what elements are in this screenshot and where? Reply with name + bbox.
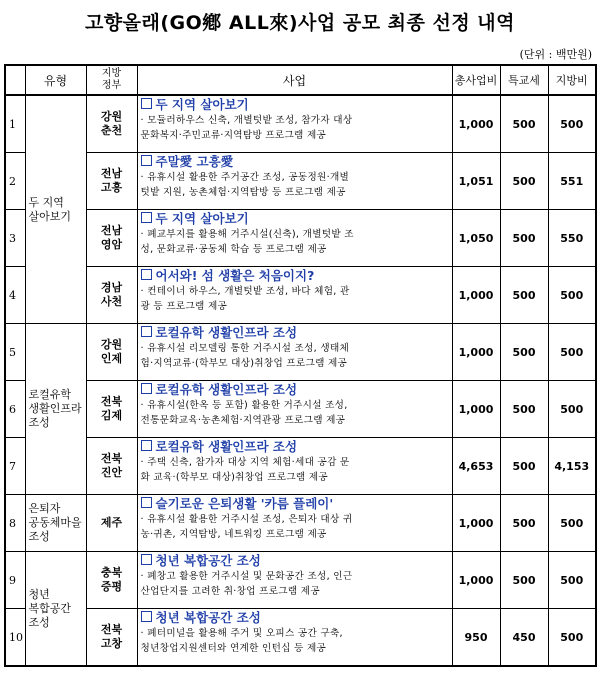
- project-title: 두 지역 살아보기: [141, 211, 450, 227]
- project-title: 어서와! 섬 생활은 처음이지?: [141, 268, 450, 284]
- project-description: · 폐터미널을 활용해 주거 및 오피스 공간 구축, 청년창업지원센터와 연계한 인턴십 등 제공: [140, 628, 343, 654]
- checkbox-square-icon: [141, 440, 152, 451]
- unit-label: (단위 : 백만원): [519, 48, 592, 61]
- group-label: 두 지역 살아보기: [25, 95, 86, 324]
- checkbox-square-icon: [141, 326, 152, 337]
- header-region: 지방 정부: [86, 65, 137, 95]
- table-row: [5, 95, 596, 153]
- project-description: · 모듈러하우스 신축, 개별텃밭 조성, 참가자 대상 문화복지·주민교류·지역탐방 프로그램 제공: [140, 115, 353, 141]
- region-cell: 전남 고흥: [86, 153, 137, 210]
- checkbox-square-icon: [141, 155, 152, 166]
- region-cell: 전남 영암: [86, 210, 137, 267]
- table-row: [5, 153, 596, 210]
- special-grant: 500: [500, 153, 548, 210]
- total-cost: 4,653: [452, 438, 500, 495]
- table-row: [5, 609, 596, 667]
- total-cost: 1,000: [452, 95, 500, 153]
- project-description: · 컨테이너 하우스, 개별텃밭 조성, 바다 체험, 관 광 등 프로그램 제공: [140, 286, 350, 312]
- total-cost: 1,000: [452, 495, 500, 552]
- project-title: 슬기로운 은퇴생활 '카름 플레이': [141, 496, 450, 512]
- row-number: 7: [5, 438, 25, 495]
- row-number: 8: [5, 495, 25, 552]
- region-cell: 강원 춘천: [86, 95, 137, 153]
- local-cost: 500: [548, 609, 596, 667]
- table-row: [5, 381, 596, 438]
- header-total: 총사업비: [452, 65, 500, 95]
- header-special: 특교세: [500, 65, 548, 95]
- project-description: · 유휴시설 활용한 거주시설 조성, 은퇴자 대상 귀 농·귀촌, 지역탐방, 네트워킹 프로그램 제공: [140, 514, 353, 540]
- group-label: 은퇴자 공동체마을 조성: [25, 495, 86, 552]
- region-cell: 제주: [86, 495, 137, 552]
- project-description: · 유휴시설 리모델링 통한 거주시설 조성, 생태체 험·지역교류·(학부모 대상)취창업 프로그램 제공: [140, 343, 350, 369]
- project-description: · 유휴시설(한옥 등 포함) 활용한 거주시설 조성, 전통문화교육·농촌체험·지역관광 프로그램 제공: [140, 400, 348, 426]
- local-cost: 550: [548, 210, 596, 267]
- project-cell: [137, 324, 452, 381]
- checkbox-square-icon: [141, 554, 152, 565]
- total-cost: 1,050: [452, 210, 500, 267]
- project-cell: [137, 153, 452, 210]
- project-cell: [137, 609, 452, 667]
- page-title: 고향올래(GO鄕 ALL來)사업 공모 최종 선정 내역: [84, 12, 516, 34]
- project-title: 두 지역 살아보기: [141, 97, 450, 113]
- region-cell: 경남 사천: [86, 267, 137, 324]
- region-cell: 강원 인제: [86, 324, 137, 381]
- project-description: · 주택 신축, 참가자 대상 지역 체험·세대 공감 문 화 교육·(학부모 대상)취창업 프로그램 제공: [140, 457, 350, 483]
- local-cost: 500: [548, 381, 596, 438]
- special-grant: 500: [500, 267, 548, 324]
- row-number: 4: [5, 267, 25, 324]
- checkbox-square-icon: [141, 383, 152, 394]
- row-number: 5: [5, 324, 25, 381]
- total-cost: 1,000: [452, 267, 500, 324]
- header-no: [5, 65, 25, 95]
- checkbox-square-icon: [141, 497, 152, 508]
- special-grant: 500: [500, 324, 548, 381]
- project-cell: [137, 495, 452, 552]
- table-row: [5, 267, 596, 324]
- project-title: 청년 복합공간 조성: [141, 553, 450, 569]
- local-cost: 500: [548, 324, 596, 381]
- table-row: [5, 438, 596, 495]
- selection-table: [4, 64, 597, 667]
- special-grant: 500: [500, 438, 548, 495]
- total-cost: 1,000: [452, 552, 500, 609]
- total-cost: 1,000: [452, 324, 500, 381]
- project-cell: [137, 438, 452, 495]
- local-cost: 500: [548, 267, 596, 324]
- region-cell: 전북 김제: [86, 381, 137, 438]
- checkbox-square-icon: [141, 611, 152, 622]
- local-cost: 500: [548, 552, 596, 609]
- checkbox-square-icon: [141, 212, 152, 223]
- project-title: 청년 복합공간 조성: [141, 610, 450, 626]
- row-number: 9: [5, 552, 25, 609]
- project-title: 로컬유학 생활인프라 조성: [141, 382, 450, 398]
- header-local: 지방비: [548, 65, 596, 95]
- project-description: · 유휴시설 활용한 주거공간 조성, 공동정원·개별 텃밭 지원, 농촌체험·지역탐방 등 프로그램 제공: [140, 172, 350, 198]
- special-grant: 500: [500, 552, 548, 609]
- checkbox-square-icon: [141, 98, 152, 109]
- table-header-row: [5, 65, 596, 95]
- row-number: 1: [5, 95, 25, 153]
- row-number: 3: [5, 210, 25, 267]
- region-cell: 충북 증평: [86, 552, 137, 609]
- header-project: 사업: [137, 65, 452, 95]
- table-row: [5, 552, 596, 609]
- checkbox-square-icon: [141, 269, 152, 280]
- project-title: 주말愛 고흥愛: [141, 154, 450, 170]
- project-cell: [137, 95, 452, 153]
- group-label: 로컬유학 생활인프라 조성: [25, 324, 86, 495]
- header-type: 유형: [25, 65, 86, 95]
- row-number: 2: [5, 153, 25, 210]
- row-number: 6: [5, 381, 25, 438]
- total-cost: 950: [452, 609, 500, 667]
- project-title: 로컬유학 생활인프라 조성: [141, 439, 450, 455]
- special-grant: 450: [500, 609, 548, 667]
- special-grant: 500: [500, 95, 548, 153]
- project-description: · 폐창고 활용한 거주시설 및 문화공간 조성, 인근 산업단지를 고려한 취·창업 프로그램 제공: [140, 571, 353, 597]
- table-row: [5, 210, 596, 267]
- project-description: · 폐교부지를 활용해 거주시설(신축), 개별텃밭 조 성, 문화교류·공동체 학습 등 프로그램 제공: [140, 229, 354, 255]
- special-grant: 500: [500, 495, 548, 552]
- project-cell: [137, 210, 452, 267]
- project-cell: [137, 552, 452, 609]
- local-cost: 551: [548, 153, 596, 210]
- row-number: 10: [5, 609, 25, 667]
- special-grant: 500: [500, 381, 548, 438]
- region-cell: 전북 고창: [86, 609, 137, 667]
- project-cell: [137, 381, 452, 438]
- local-cost: 500: [548, 95, 596, 153]
- region-cell: 전북 진안: [86, 438, 137, 495]
- project-cell: [137, 267, 452, 324]
- project-title: 로컬유학 생활인프라 조성: [141, 325, 450, 341]
- group-label: 청년 복합공간 조성: [25, 552, 86, 667]
- local-cost: 500: [548, 495, 596, 552]
- special-grant: 500: [500, 210, 548, 267]
- total-cost: 1,000: [452, 381, 500, 438]
- table-row: [5, 324, 596, 381]
- total-cost: 1,051: [452, 153, 500, 210]
- local-cost: 4,153: [548, 438, 596, 495]
- table-row: [5, 495, 596, 552]
